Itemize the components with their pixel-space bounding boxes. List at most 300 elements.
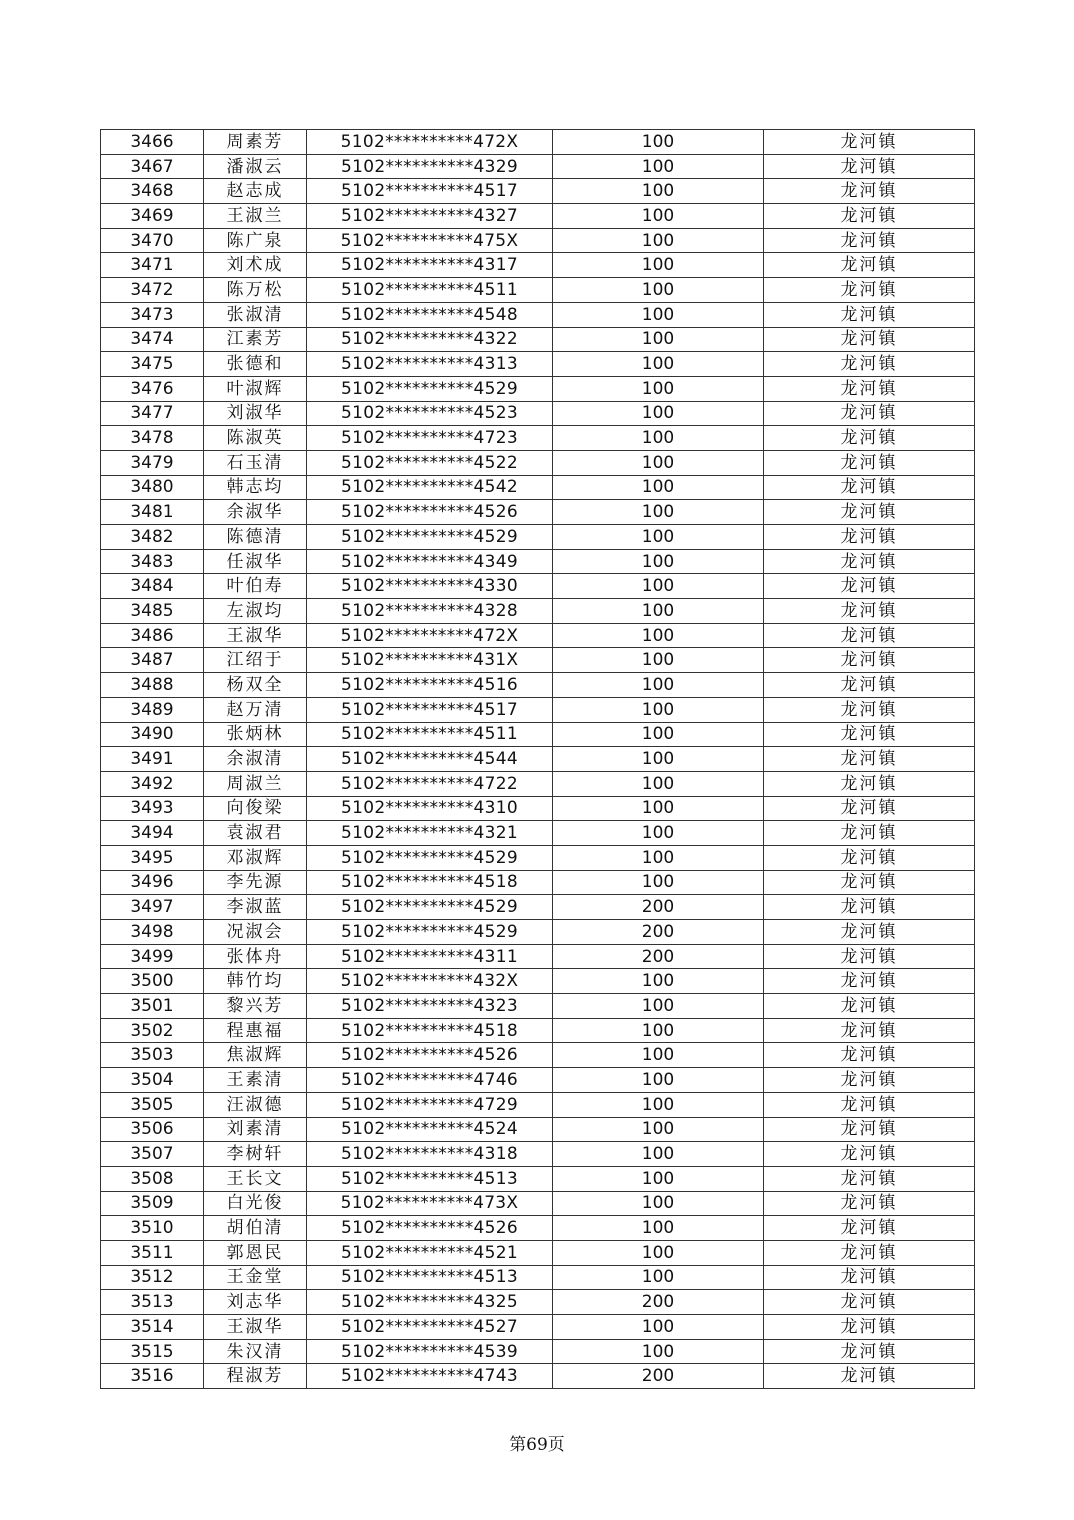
id-number-cell: 5102**********4517 — [307, 697, 553, 722]
name-cell: 江素芳 — [204, 327, 307, 352]
name-cell: 焦淑辉 — [204, 1043, 307, 1068]
amount-cell: 200 — [553, 1290, 764, 1315]
table-row — [101, 994, 975, 1019]
name-cell: 余淑华 — [204, 500, 307, 525]
town-cell: 龙河镇 — [764, 1240, 975, 1265]
serial-number-cell: 3491 — [101, 747, 204, 772]
serial-number-cell: 3467 — [101, 154, 204, 179]
table-row — [101, 278, 975, 303]
id-number-cell: 5102**********432X — [307, 969, 553, 994]
id-number-cell: 5102**********4542 — [307, 475, 553, 500]
name-cell: 潘淑云 — [204, 154, 307, 179]
serial-number-cell: 3475 — [101, 352, 204, 377]
serial-number-cell: 3503 — [101, 1043, 204, 1068]
table-row — [101, 796, 975, 821]
serial-number-cell: 3512 — [101, 1265, 204, 1290]
id-number-cell: 5102**********4329 — [307, 154, 553, 179]
amount-cell: 100 — [553, 500, 764, 525]
name-cell: 刘志华 — [204, 1290, 307, 1315]
page-number: 第69页 — [509, 1435, 565, 1455]
name-cell: 袁淑君 — [204, 821, 307, 846]
amount-cell: 100 — [553, 475, 764, 500]
name-cell: 韩志均 — [204, 475, 307, 500]
town-cell: 龙河镇 — [764, 130, 975, 155]
name-cell: 陈德清 — [204, 525, 307, 550]
amount-cell: 100 — [553, 549, 764, 574]
id-number-cell: 5102**********4723 — [307, 426, 553, 451]
town-cell: 龙河镇 — [764, 1290, 975, 1315]
amount-cell: 100 — [553, 352, 764, 377]
table-row — [101, 426, 975, 451]
table-row — [101, 1142, 975, 1167]
table-row — [101, 845, 975, 870]
name-cell: 李先源 — [204, 870, 307, 895]
name-cell: 程淑芳 — [204, 1364, 307, 1389]
serial-number-cell: 3502 — [101, 1018, 204, 1043]
amount-cell: 100 — [553, 1018, 764, 1043]
id-number-cell: 5102**********4523 — [307, 401, 553, 426]
table-row — [101, 920, 975, 945]
town-cell: 龙河镇 — [764, 1166, 975, 1191]
serial-number-cell: 3490 — [101, 722, 204, 747]
town-cell: 龙河镇 — [764, 574, 975, 599]
id-number-cell: 5102**********4521 — [307, 1240, 553, 1265]
amount-cell: 100 — [553, 1142, 764, 1167]
id-number-cell: 5102**********4317 — [307, 253, 553, 278]
serial-number-cell: 3510 — [101, 1216, 204, 1241]
town-cell: 龙河镇 — [764, 327, 975, 352]
name-cell: 杨双全 — [204, 673, 307, 698]
amount-cell: 200 — [553, 895, 764, 920]
amount-cell: 100 — [553, 599, 764, 624]
amount-cell: 100 — [553, 574, 764, 599]
amount-cell: 100 — [553, 1216, 764, 1241]
serial-number-cell: 3508 — [101, 1166, 204, 1191]
name-cell: 刘淑华 — [204, 401, 307, 426]
serial-number-cell: 3494 — [101, 821, 204, 846]
id-number-cell: 5102**********4328 — [307, 599, 553, 624]
table-row — [101, 130, 975, 155]
id-number-cell: 5102**********4526 — [307, 500, 553, 525]
town-cell: 龙河镇 — [764, 1191, 975, 1216]
table-row — [101, 1166, 975, 1191]
serial-number-cell: 3492 — [101, 771, 204, 796]
table-row — [101, 1315, 975, 1340]
name-cell: 王素清 — [204, 1068, 307, 1093]
amount-cell: 100 — [553, 1339, 764, 1364]
town-cell: 龙河镇 — [764, 870, 975, 895]
serial-number-cell: 3499 — [101, 944, 204, 969]
name-cell: 白光俊 — [204, 1191, 307, 1216]
town-cell: 龙河镇 — [764, 994, 975, 1019]
table-row — [101, 253, 975, 278]
id-number-cell: 5102**********4722 — [307, 771, 553, 796]
name-cell: 王淑华 — [204, 1315, 307, 1340]
table-row — [101, 747, 975, 772]
serial-number-cell: 3480 — [101, 475, 204, 500]
town-cell: 龙河镇 — [764, 623, 975, 648]
amount-cell: 100 — [553, 870, 764, 895]
amount-cell: 100 — [553, 302, 764, 327]
id-number-cell: 5102**********4746 — [307, 1068, 553, 1093]
amount-cell: 100 — [553, 130, 764, 155]
amount-cell: 100 — [553, 1240, 764, 1265]
id-number-cell: 5102**********4529 — [307, 845, 553, 870]
amount-cell: 100 — [553, 401, 764, 426]
name-cell: 余淑清 — [204, 747, 307, 772]
town-cell: 龙河镇 — [764, 821, 975, 846]
amount-cell: 100 — [553, 1068, 764, 1093]
id-number-cell: 5102**********4513 — [307, 1265, 553, 1290]
town-cell: 龙河镇 — [764, 179, 975, 204]
id-number-cell: 5102**********4313 — [307, 352, 553, 377]
town-cell: 龙河镇 — [764, 1339, 975, 1364]
amount-cell: 100 — [553, 845, 764, 870]
roster-table-body — [101, 130, 975, 1389]
serial-number-cell: 3507 — [101, 1142, 204, 1167]
town-cell: 龙河镇 — [764, 648, 975, 673]
serial-number-cell: 3488 — [101, 673, 204, 698]
town-cell: 龙河镇 — [764, 278, 975, 303]
table-row — [101, 352, 975, 377]
table-row — [101, 1290, 975, 1315]
name-cell: 赵志成 — [204, 179, 307, 204]
table-row — [101, 673, 975, 698]
name-cell: 陈淑英 — [204, 426, 307, 451]
table-row — [101, 154, 975, 179]
amount-cell: 100 — [553, 623, 764, 648]
table-row — [101, 376, 975, 401]
table-row — [101, 1117, 975, 1142]
id-number-cell: 5102**********4524 — [307, 1117, 553, 1142]
id-number-cell: 5102**********4526 — [307, 1216, 553, 1241]
town-cell: 龙河镇 — [764, 302, 975, 327]
name-cell: 石玉清 — [204, 450, 307, 475]
amount-cell: 100 — [553, 1315, 764, 1340]
table-row — [101, 895, 975, 920]
name-cell: 王长文 — [204, 1166, 307, 1191]
table-row — [101, 549, 975, 574]
amount-cell: 100 — [553, 228, 764, 253]
name-cell: 刘素清 — [204, 1117, 307, 1142]
name-cell: 叶淑辉 — [204, 376, 307, 401]
serial-number-cell: 3470 — [101, 228, 204, 253]
id-number-cell: 5102**********4529 — [307, 376, 553, 401]
id-number-cell: 5102**********4544 — [307, 747, 553, 772]
table-row — [101, 1018, 975, 1043]
amount-cell: 100 — [553, 697, 764, 722]
amount-cell: 100 — [553, 821, 764, 846]
serial-number-cell: 3478 — [101, 426, 204, 451]
id-number-cell: 5102**********4511 — [307, 722, 553, 747]
table-row — [101, 599, 975, 624]
name-cell: 任淑华 — [204, 549, 307, 574]
amount-cell: 200 — [553, 920, 764, 945]
serial-number-cell: 3514 — [101, 1315, 204, 1340]
serial-number-cell: 3466 — [101, 130, 204, 155]
table-row — [101, 450, 975, 475]
name-cell: 张淑清 — [204, 302, 307, 327]
table-row — [101, 1068, 975, 1093]
serial-number-cell: 3476 — [101, 376, 204, 401]
subsidy-roster-table — [100, 129, 975, 1389]
table-row — [101, 1265, 975, 1290]
amount-cell: 100 — [553, 1092, 764, 1117]
name-cell: 赵万清 — [204, 697, 307, 722]
id-number-cell: 5102**********4516 — [307, 673, 553, 698]
id-number-cell: 5102**********4517 — [307, 179, 553, 204]
amount-cell: 100 — [553, 1265, 764, 1290]
serial-number-cell: 3493 — [101, 796, 204, 821]
name-cell: 向俊梁 — [204, 796, 307, 821]
serial-number-cell: 3484 — [101, 574, 204, 599]
id-number-cell: 5102**********4529 — [307, 895, 553, 920]
id-number-cell: 5102**********4321 — [307, 821, 553, 846]
id-number-cell: 5102**********4327 — [307, 204, 553, 229]
amount-cell: 100 — [553, 747, 764, 772]
town-cell: 龙河镇 — [764, 450, 975, 475]
table-row — [101, 204, 975, 229]
id-number-cell: 5102**********4310 — [307, 796, 553, 821]
amount-cell: 100 — [553, 771, 764, 796]
name-cell: 王金堂 — [204, 1265, 307, 1290]
table-row — [101, 574, 975, 599]
name-cell: 朱汉清 — [204, 1339, 307, 1364]
id-number-cell: 5102**********4349 — [307, 549, 553, 574]
town-cell: 龙河镇 — [764, 944, 975, 969]
table-row — [101, 179, 975, 204]
serial-number-cell: 3497 — [101, 895, 204, 920]
amount-cell: 100 — [553, 673, 764, 698]
town-cell: 龙河镇 — [764, 1315, 975, 1340]
name-cell: 刘术成 — [204, 253, 307, 278]
serial-number-cell: 3472 — [101, 278, 204, 303]
id-number-cell: 5102**********4522 — [307, 450, 553, 475]
town-cell: 龙河镇 — [764, 401, 975, 426]
amount-cell: 100 — [553, 327, 764, 352]
serial-number-cell: 3474 — [101, 327, 204, 352]
amount-cell: 200 — [553, 1364, 764, 1389]
table-row — [101, 500, 975, 525]
id-number-cell: 5102**********4539 — [307, 1339, 553, 1364]
name-cell: 程惠福 — [204, 1018, 307, 1043]
id-number-cell: 5102**********4318 — [307, 1142, 553, 1167]
id-number-cell: 5102**********4529 — [307, 920, 553, 945]
table-row — [101, 1043, 975, 1068]
town-cell: 龙河镇 — [764, 673, 975, 698]
name-cell: 陈广泉 — [204, 228, 307, 253]
amount-cell: 100 — [553, 450, 764, 475]
serial-number-cell: 3483 — [101, 549, 204, 574]
id-number-cell: 5102**********4518 — [307, 1018, 553, 1043]
name-cell: 胡伯清 — [204, 1216, 307, 1241]
name-cell: 邓淑辉 — [204, 845, 307, 870]
table-row — [101, 722, 975, 747]
table-row — [101, 228, 975, 253]
amount-cell: 100 — [553, 426, 764, 451]
serial-number-cell: 3504 — [101, 1068, 204, 1093]
amount-cell: 100 — [553, 154, 764, 179]
name-cell: 汪淑德 — [204, 1092, 307, 1117]
amount-cell: 100 — [553, 722, 764, 747]
amount-cell: 100 — [553, 525, 764, 550]
table-row — [101, 648, 975, 673]
id-number-cell: 5102**********4325 — [307, 1290, 553, 1315]
table-row — [101, 623, 975, 648]
amount-cell: 100 — [553, 796, 764, 821]
serial-number-cell: 3500 — [101, 969, 204, 994]
amount-cell: 100 — [553, 969, 764, 994]
name-cell: 李淑蓝 — [204, 895, 307, 920]
id-number-cell: 5102**********4729 — [307, 1092, 553, 1117]
name-cell: 周淑兰 — [204, 771, 307, 796]
town-cell: 龙河镇 — [764, 722, 975, 747]
town-cell: 龙河镇 — [764, 500, 975, 525]
town-cell: 龙河镇 — [764, 549, 975, 574]
town-cell: 龙河镇 — [764, 1068, 975, 1093]
town-cell: 龙河镇 — [764, 1265, 975, 1290]
amount-cell: 100 — [553, 1043, 764, 1068]
serial-number-cell: 3506 — [101, 1117, 204, 1142]
town-cell: 龙河镇 — [764, 845, 975, 870]
town-cell: 龙河镇 — [764, 895, 975, 920]
id-number-cell: 5102**********473X — [307, 1191, 553, 1216]
name-cell: 陈万松 — [204, 278, 307, 303]
serial-number-cell: 3471 — [101, 253, 204, 278]
town-cell: 龙河镇 — [764, 1043, 975, 1068]
table-row — [101, 1240, 975, 1265]
name-cell: 王淑华 — [204, 623, 307, 648]
serial-number-cell: 3468 — [101, 179, 204, 204]
serial-number-cell: 3482 — [101, 525, 204, 550]
town-cell: 龙河镇 — [764, 426, 975, 451]
id-number-cell: 5102**********475X — [307, 228, 553, 253]
serial-number-cell: 3486 — [101, 623, 204, 648]
amount-cell: 100 — [553, 1117, 764, 1142]
town-cell: 龙河镇 — [764, 697, 975, 722]
table-row — [101, 525, 975, 550]
id-number-cell: 5102**********472X — [307, 130, 553, 155]
serial-number-cell: 3479 — [101, 450, 204, 475]
table-row — [101, 969, 975, 994]
serial-number-cell: 3496 — [101, 870, 204, 895]
town-cell: 龙河镇 — [764, 525, 975, 550]
serial-number-cell: 3505 — [101, 1092, 204, 1117]
name-cell: 韩竹均 — [204, 969, 307, 994]
table-row — [101, 697, 975, 722]
town-cell: 龙河镇 — [764, 1216, 975, 1241]
town-cell: 龙河镇 — [764, 796, 975, 821]
name-cell: 张炳林 — [204, 722, 307, 747]
name-cell: 张体舟 — [204, 944, 307, 969]
serial-number-cell: 3516 — [101, 1364, 204, 1389]
serial-number-cell: 3477 — [101, 401, 204, 426]
table-row — [101, 1092, 975, 1117]
name-cell: 叶伯寿 — [204, 574, 307, 599]
amount-cell: 100 — [553, 204, 764, 229]
serial-number-cell: 3515 — [101, 1339, 204, 1364]
name-cell: 郭恩民 — [204, 1240, 307, 1265]
table-row — [101, 1216, 975, 1241]
id-number-cell: 5102**********472X — [307, 623, 553, 648]
serial-number-cell: 3473 — [101, 302, 204, 327]
town-cell: 龙河镇 — [764, 599, 975, 624]
serial-number-cell: 3489 — [101, 697, 204, 722]
serial-number-cell: 3487 — [101, 648, 204, 673]
id-number-cell: 5102**********4322 — [307, 327, 553, 352]
name-cell: 张德和 — [204, 352, 307, 377]
serial-number-cell: 3513 — [101, 1290, 204, 1315]
town-cell: 龙河镇 — [764, 747, 975, 772]
id-number-cell: 5102**********4311 — [307, 944, 553, 969]
town-cell: 龙河镇 — [764, 253, 975, 278]
serial-number-cell: 3509 — [101, 1191, 204, 1216]
table-row — [101, 302, 975, 327]
amount-cell: 100 — [553, 376, 764, 401]
name-cell: 江绍于 — [204, 648, 307, 673]
table-row — [101, 821, 975, 846]
town-cell: 龙河镇 — [764, 1117, 975, 1142]
table-row — [101, 944, 975, 969]
serial-number-cell: 3469 — [101, 204, 204, 229]
table-row — [101, 771, 975, 796]
serial-number-cell: 3495 — [101, 845, 204, 870]
table-row — [101, 401, 975, 426]
town-cell: 龙河镇 — [764, 475, 975, 500]
serial-number-cell: 3511 — [101, 1240, 204, 1265]
amount-cell: 100 — [553, 1191, 764, 1216]
town-cell: 龙河镇 — [764, 352, 975, 377]
town-cell: 龙河镇 — [764, 204, 975, 229]
name-cell: 黎兴芳 — [204, 994, 307, 1019]
amount-cell: 200 — [553, 944, 764, 969]
town-cell: 龙河镇 — [764, 154, 975, 179]
amount-cell: 100 — [553, 179, 764, 204]
id-number-cell: 5102**********4527 — [307, 1315, 553, 1340]
name-cell: 周素芳 — [204, 130, 307, 155]
id-number-cell: 5102**********4518 — [307, 870, 553, 895]
id-number-cell: 5102**********4330 — [307, 574, 553, 599]
table-row — [101, 870, 975, 895]
town-cell: 龙河镇 — [764, 920, 975, 945]
id-number-cell: 5102**********4526 — [307, 1043, 553, 1068]
table-row — [101, 475, 975, 500]
amount-cell: 100 — [553, 278, 764, 303]
town-cell: 龙河镇 — [764, 1018, 975, 1043]
amount-cell: 100 — [553, 648, 764, 673]
name-cell: 况淑会 — [204, 920, 307, 945]
town-cell: 龙河镇 — [764, 376, 975, 401]
table-row — [101, 327, 975, 352]
serial-number-cell: 3498 — [101, 920, 204, 945]
table-row — [101, 1191, 975, 1216]
serial-number-cell: 3485 — [101, 599, 204, 624]
id-number-cell: 5102**********4548 — [307, 302, 553, 327]
id-number-cell: 5102**********4529 — [307, 525, 553, 550]
table-row — [101, 1364, 975, 1389]
id-number-cell: 5102**********4743 — [307, 1364, 553, 1389]
id-number-cell: 5102**********4511 — [307, 278, 553, 303]
amount-cell: 100 — [553, 994, 764, 1019]
amount-cell: 100 — [553, 1166, 764, 1191]
town-cell: 龙河镇 — [764, 1142, 975, 1167]
id-number-cell: 5102**********431X — [307, 648, 553, 673]
town-cell: 龙河镇 — [764, 1364, 975, 1389]
id-number-cell: 5102**********4323 — [307, 994, 553, 1019]
town-cell: 龙河镇 — [764, 228, 975, 253]
town-cell: 龙河镇 — [764, 1092, 975, 1117]
town-cell: 龙河镇 — [764, 771, 975, 796]
